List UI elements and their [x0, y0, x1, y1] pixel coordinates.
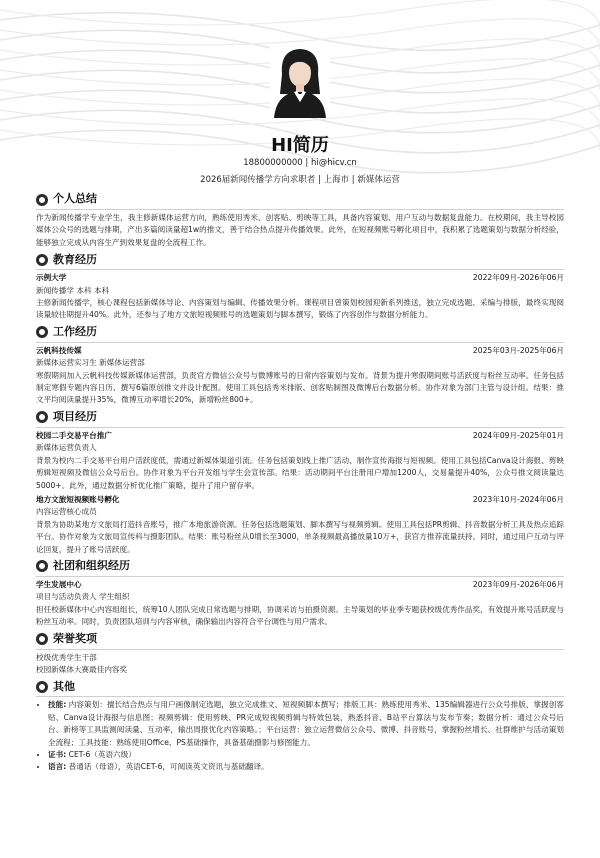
section-work-title: 工作经历	[36, 324, 564, 341]
others-list	[36, 699, 564, 773]
project-name: 校园二手交易平台推广	[36, 430, 112, 440]
project-entry-header	[36, 494, 564, 506]
campus-desc: 担任校新媒体中心内容组组长，统筹10人团队完成日常选题与排期，协调采访与拍摄资源。主导策划的毕业季专题获校级优秀作品奖，有效提升账号活跃度与粉丝互动率。同时，负责团队培训与内容审核，确保输出内容符合平台调性与用户需求。	[36, 604, 564, 627]
contact-info: 18800000000 | hi@hicv.cn	[243, 158, 357, 168]
section-bullet-icon	[36, 681, 48, 693]
education-desc: 主修新闻传播学，核心课程包括新媒体导论、内容策划与编辑、传播效果分析。课程项目曾策划校园迎新系列推送，独立完成选题、采编与排版，最终实现阅读量较往期提升40%。此外，还参与了地方文旅短视频账号的选题策划与脚本撰写，锻炼了内容创作与数据分析能力。	[36, 298, 564, 320]
section-divider	[36, 427, 564, 428]
summary-text: 作为新闻传播学专业学生，我主修新媒体运营方向，熟练使用秀米、创客贴、剪映等工具，具备内容策划、用户互动与数据复盘能力。在校期间，我主导校园媒体公众号的选题与排期，产出多篇阅读量超1w的推文，善于结合热点提升传播效果。此外，在短视频账号孵化项目中，我积累了选题策划与数据分析经验，能够独立完成从内容生产到效果复盘的全流程工作。	[36, 213, 564, 247]
education-entry-header	[36, 272, 564, 284]
section-projects-title: 项目经历	[36, 409, 564, 426]
section-divider	[36, 269, 564, 270]
section-bullet-icon	[36, 411, 48, 423]
award-item: 校园新媒体大赛最佳内容奖	[36, 664, 128, 674]
language-item: • 语言: 普通话（母语），英语CET-6，可阅读英文资讯与基础翻译。	[48, 761, 564, 773]
section-education-title: 教育经历	[36, 251, 564, 268]
section-bullet-icon	[36, 560, 48, 572]
work-desc: 寒假期间加入云帆科技传媒新媒体运营部，负责官方微信公众号与微博账号的日常内容策划与发布。背景为提升寒假期间账号活跃度与粉丝互动率。任务包括制定寒假专题内容日历、撰写6篇原创推文并设计配图。使用工具包括秀米排版、创客贴制图及微博后台数据分析。协作对象为部门主管与设计组。结果：推文平均阅读量提升35%，微博互动率增长20%，新增粉丝800+。	[36, 370, 564, 405]
section-divider	[36, 576, 564, 577]
skills-item: • 技能: 内容策划：擅长结合热点与用户画像制定选题，独立完成推文、短视频脚本撰写；排版工具：熟练使用秀米、135编辑器进行公众号排版，掌握创客贴、Canva设计海报与信息图；视频剪辑：使用剪映、PR完成短视频剪辑与特效包装，熟悉抖音、B站平台算法与发布节奏；数据分析：通过公众号后台、新榜等工具监测阅读量、互动率，输出周报优化内容策略。；平台运营：独立运营微信公众号、微博、抖音账号，掌握粉丝增长、社群维护与活动策划全流程；工具技能：熟练使用Office、PS基础操作，具备基础摄影与修图能力。	[48, 699, 564, 749]
award-item: 校级优秀学生干部	[36, 652, 97, 662]
project-desc: 背景为校内二手交易平台用户活跃度低，需通过新媒体渠道引流。任务包括策划线上推广活动、制作宣传海报与短视频。使用工具包括Canva设计海报、剪映剪辑短视频及微信公众号后台。协作对象为平台开发组与学生会宣传部。结果：活动期间平台注册用户增加1200人，交易量提升40%，公众号推文阅读量达5000+。此外，通过数据分析优化推广策略，提升了用户留存率。	[36, 455, 564, 490]
education-major: 新闻传播学 本科 本科	[36, 285, 110, 295]
section-divider	[36, 696, 564, 697]
campus-entry-header	[36, 579, 564, 591]
education-school: 示例大学	[36, 273, 67, 283]
job-intent: 2026届新闻传播学方向求职者 | 上海市 | 新媒体运营	[200, 175, 400, 185]
certificate-item: • 证书: CET-6（英语六级）	[48, 749, 564, 761]
section-campus-title: 社团和组织经历	[36, 558, 564, 575]
project-role: 内容运营核心成员	[36, 507, 97, 517]
section-divider	[36, 649, 564, 650]
section-summary-title: 个人总结	[36, 191, 564, 208]
project-role: 新媒体运营负责人	[36, 443, 97, 453]
section-awards-title: 荣誉奖项	[36, 631, 564, 648]
section-divider	[36, 342, 564, 343]
education-date: 2022年09月-2026年06月	[472, 273, 564, 283]
section-bullet-icon	[36, 326, 48, 338]
resume-name: HI简历	[271, 135, 329, 156]
campus-org: 学生发展中心	[36, 579, 82, 589]
project-date: 2023年10月-2024年06月	[472, 494, 564, 504]
project-date: 2024年09月-2025年01月	[472, 430, 564, 440]
project-entry-header	[36, 430, 564, 442]
profile-photo	[270, 44, 330, 118]
section-others-title: 其他	[36, 678, 564, 695]
campus-date: 2023年09月-2026年06月	[472, 579, 564, 589]
project-desc: 背景为协助某地方文旅局打造抖音账号，推广本地旅游资源。任务包括选题策划、脚本撰写与视频剪辑。使用工具包括PR剪辑、抖音数据分析工具及热点追踪平台。协作对象为文旅局宣传科与摄影团队。结果：账号粉丝从0增长至3000，单条视频最高播放量10万+，获官方推荐流量扶持。同时，通过用户互动与评论回复，提升了账号活跃度。	[36, 519, 564, 554]
section-divider	[36, 209, 564, 210]
work-company: 云帆科技传媒	[36, 345, 82, 355]
section-bullet-icon	[36, 194, 48, 206]
resume-body	[36, 189, 564, 774]
section-bullet-icon	[36, 254, 48, 266]
work-date: 2025年03月-2025年06月	[472, 345, 564, 355]
project-name: 地方文旅短视频账号孵化	[36, 494, 120, 504]
campus-role: 项目与活动负责人 学生组织	[36, 592, 130, 602]
section-bullet-icon	[36, 633, 48, 645]
work-entry-header	[36, 345, 564, 357]
work-role: 新媒体运营实习生 新媒体运营部	[36, 358, 145, 368]
